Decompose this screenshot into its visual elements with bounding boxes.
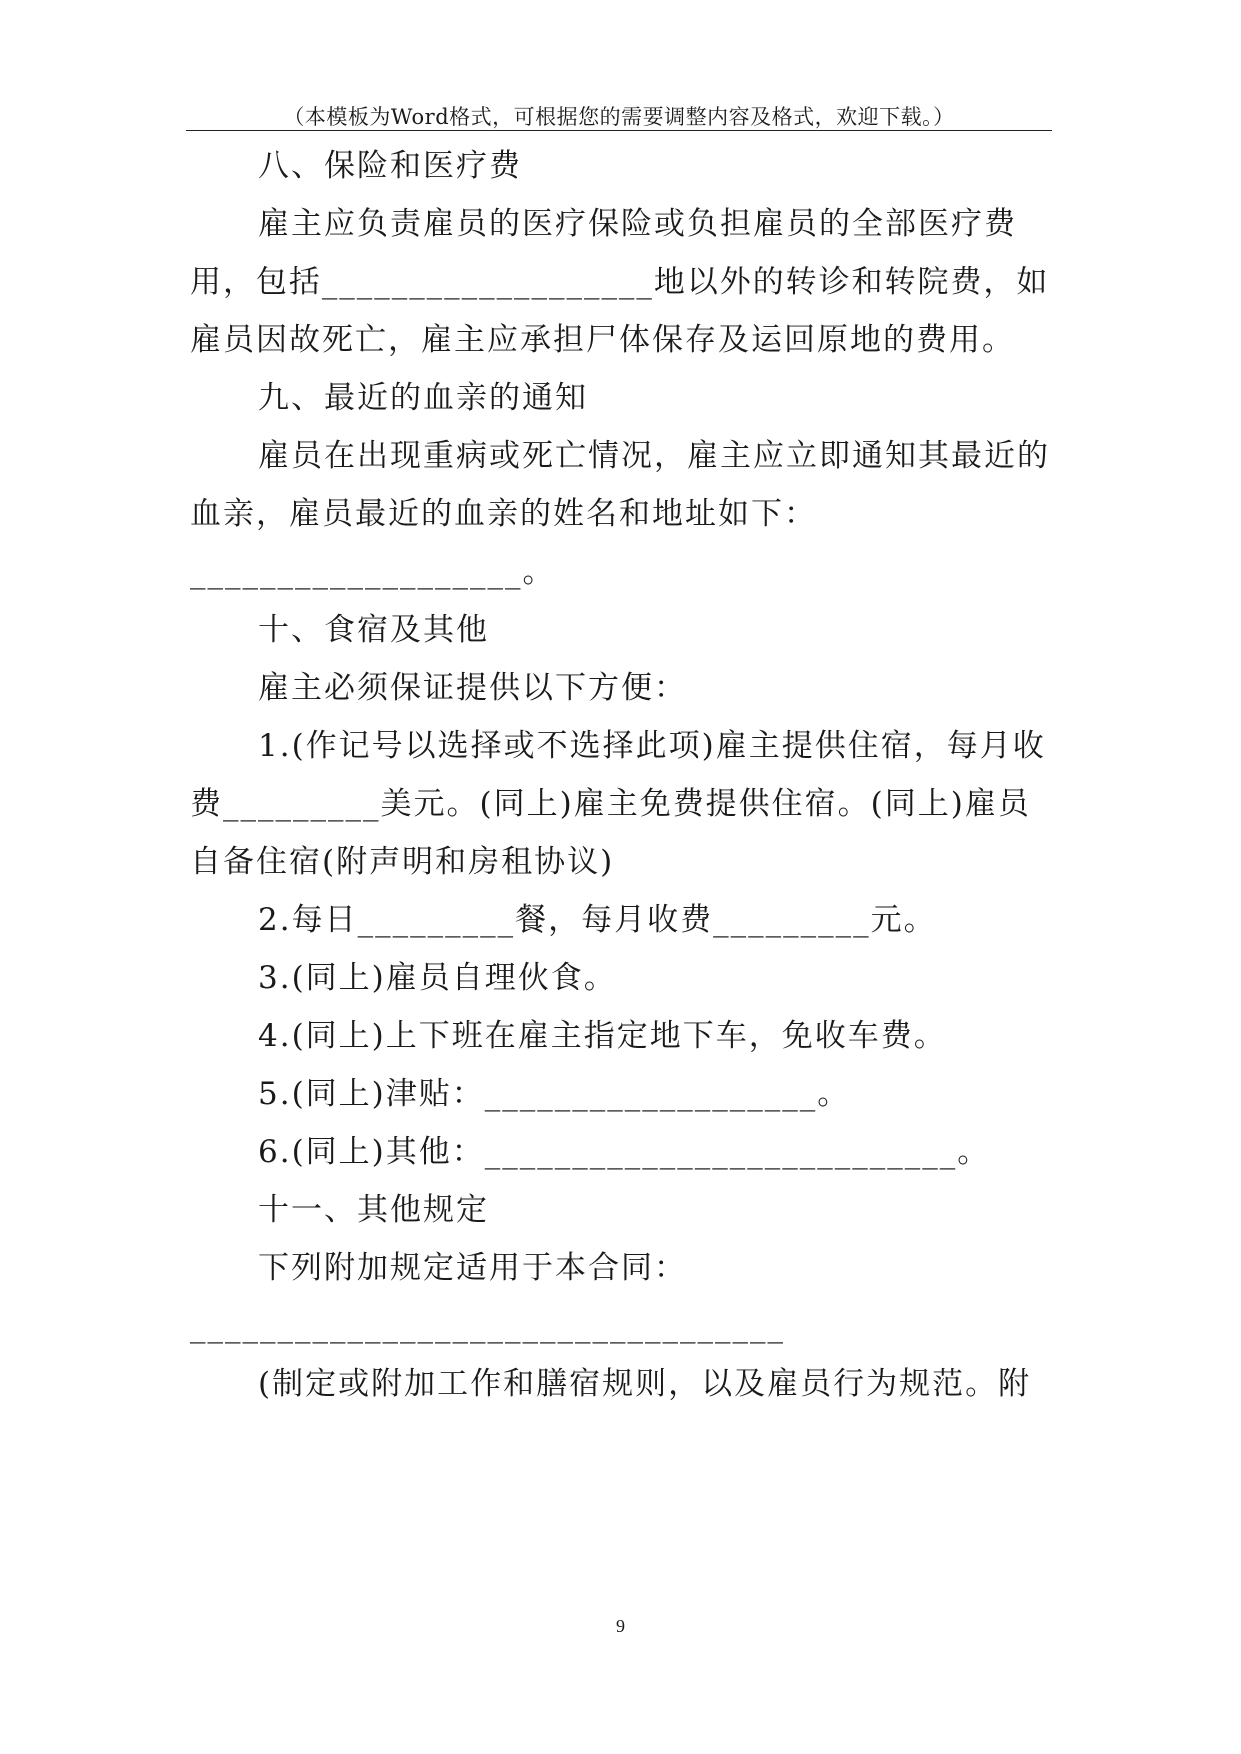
paragraph-line: 下列附加规定适用于本合同：: [258, 1250, 687, 1286]
section-heading-other-provisions: 十一、其他规定: [258, 1192, 489, 1228]
paragraph-line: 雇主应负责雇员的医疗保险或负担雇员的全部医疗费: [258, 206, 1017, 242]
page-number: 9: [616, 1616, 625, 1636]
list-item: 6.(同上)其他：___________________________。: [258, 1134, 991, 1170]
paragraph-line: (制定或附加工作和膳宿规则，以及雇员行为规范。附: [258, 1366, 1032, 1402]
list-item: 2.每日_________餐，每月收费_________元。: [258, 902, 937, 938]
template-note: （本模板为Word格式，可根据您的需要调整内容及格式，欢迎下载。）: [283, 105, 955, 129]
section-heading-board: 十、食宿及其他: [258, 612, 489, 648]
header-divider: [186, 130, 1052, 131]
blank-fill-line: ___________________。: [190, 554, 556, 590]
section-heading-insurance: 八、保险和医疗费: [258, 148, 522, 184]
paragraph-line: 雇主必须保证提供以下方便：: [258, 670, 687, 706]
list-item: 4.(同上)上下班在雇主指定地下车，免收车费。: [258, 1018, 947, 1054]
paragraph-line: 血亲，雇员最近的血亲的姓名和地址如下：: [190, 496, 817, 532]
paragraph-line: 雇员因故死亡，雇主应承担尸体保存及运回原地的费用。: [190, 322, 1015, 358]
paragraph-line: 自备住宿(附声明和房租协议): [190, 844, 615, 880]
paragraph-line: 费_________美元。(同上)雇主免费提供住宿。(同上)雇员: [190, 786, 1031, 822]
paragraph-line: 雇员在出现重病或死亡情况，雇主应立即通知其最近的: [258, 438, 1050, 474]
list-item: 3.(同上)雇员自理伙食。: [258, 960, 617, 996]
section-heading-next-of-kin: 九、最近的血亲的通知: [258, 380, 588, 416]
paragraph-line: 用，包括___________________地以外的转诊和转院费，如: [190, 264, 1050, 300]
blank-fill-line: __________________________________: [190, 1308, 785, 1344]
list-item: 1.(作记号以选择或不选择此项)雇主提供住宿，每月收: [258, 728, 1046, 764]
list-item: 5.(同上)津贴：___________________。: [258, 1076, 851, 1112]
